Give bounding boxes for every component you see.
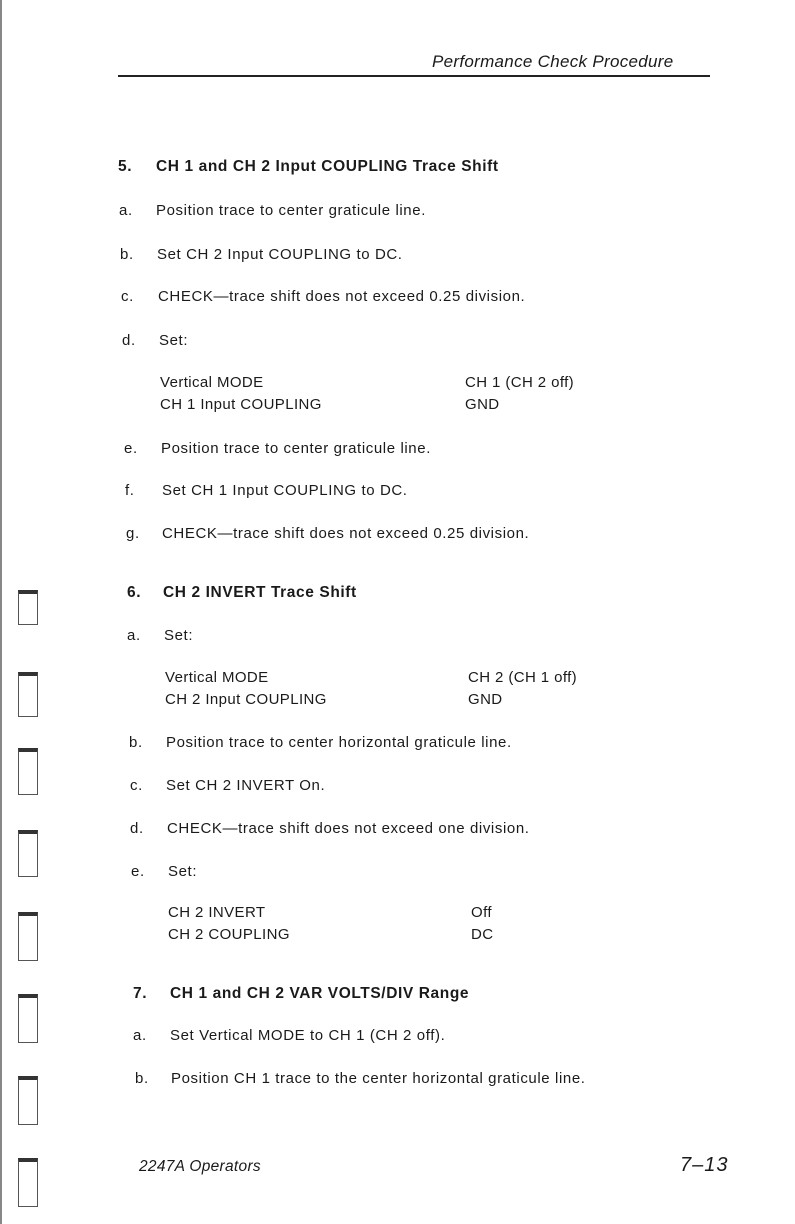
step-5c-text: CHECK—trace shift does not exceed 0.25 division.: [158, 288, 526, 305]
section-7-number: 7.: [133, 985, 148, 1002]
section-6-title: CH 2 INVERT Trace Shift: [163, 584, 357, 601]
step-5g-letter: g.: [126, 525, 140, 542]
step-7a-letter: a.: [133, 1027, 147, 1044]
footer-page-number: 7–13: [680, 1154, 729, 1176]
table-5d-value-1: CH 1 (CH 2 off): [465, 374, 575, 391]
page-edge: [0, 0, 2, 1224]
step-6b-letter: b.: [129, 734, 143, 751]
section-5-number: 5.: [118, 158, 133, 175]
step-5e-text: Position trace to center graticule line.: [161, 440, 431, 457]
step-7b-letter: b.: [135, 1070, 149, 1087]
step-5e-letter: e.: [124, 440, 138, 457]
binder-tab-3: [18, 748, 38, 795]
step-5f-text: Set CH 1 Input COUPLING to DC.: [162, 482, 408, 499]
step-6e-letter: e.: [131, 863, 145, 880]
binder-tab-8: [18, 1158, 38, 1207]
step-5a-letter: a.: [119, 202, 133, 219]
table-5d-setting-2: CH 1 Input COUPLING: [160, 396, 322, 413]
table-6e-setting-2: CH 2 COUPLING: [168, 926, 290, 943]
binder-tab-1: [18, 590, 38, 625]
step-7a-text: Set Vertical MODE to CH 1 (CH 2 off).: [170, 1027, 446, 1044]
binder-tab-4: [18, 830, 38, 877]
binder-tab-7: [18, 1076, 38, 1125]
table-5d-value-2: GND: [465, 396, 500, 413]
table-5d-setting-1: Vertical MODE: [160, 374, 264, 391]
table-6e-value-1: Off: [471, 904, 492, 921]
table-6a-value-2: GND: [468, 691, 503, 708]
footer-manual-title: 2247A Operators: [139, 1158, 261, 1175]
step-5b-text: Set CH 2 Input COUPLING to DC.: [157, 246, 403, 263]
step-6a-letter: a.: [127, 627, 141, 644]
table-6a-value-1: CH 2 (CH 1 off): [468, 669, 578, 686]
section-5-title: CH 1 and CH 2 Input COUPLING Trace Shift: [156, 158, 499, 175]
binder-tab-2: [18, 672, 38, 717]
step-5f-letter: f.: [125, 482, 135, 499]
step-6c-text: Set CH 2 INVERT On.: [166, 777, 326, 794]
step-5d-letter: d.: [122, 332, 136, 349]
step-6d-text: CHECK—trace shift does not exceed one division.: [167, 820, 530, 837]
step-5a-text: Position trace to center graticule line.: [156, 202, 426, 219]
table-6e-value-2: DC: [471, 926, 494, 943]
binder-tab-6: [18, 994, 38, 1043]
page-header-title: Performance Check Procedure: [432, 52, 674, 71]
step-6e-text: Set:: [168, 863, 198, 880]
header-rule: [118, 75, 710, 77]
table-6a-setting-2: CH 2 Input COUPLING: [165, 691, 327, 708]
step-5d-text: Set:: [159, 332, 189, 349]
step-6b-text: Position trace to center horizontal graticule line.: [166, 734, 512, 751]
binder-tab-5: [18, 912, 38, 961]
section-6-number: 6.: [127, 584, 142, 601]
section-7-title: CH 1 and CH 2 VAR VOLTS/DIV Range: [170, 985, 470, 1002]
table-6e-setting-1: CH 2 INVERT: [168, 904, 266, 921]
step-5b-letter: b.: [120, 246, 134, 263]
step-6c-letter: c.: [130, 777, 143, 794]
table-6a-setting-1: Vertical MODE: [165, 669, 269, 686]
step-5c-letter: c.: [121, 288, 134, 305]
step-5g-text: CHECK—trace shift does not exceed 0.25 division.: [162, 525, 530, 542]
step-6a-text: Set:: [164, 627, 194, 644]
step-6d-letter: d.: [130, 820, 144, 837]
step-7b-text: Position CH 1 trace to the center horizontal graticule line.: [171, 1070, 586, 1087]
